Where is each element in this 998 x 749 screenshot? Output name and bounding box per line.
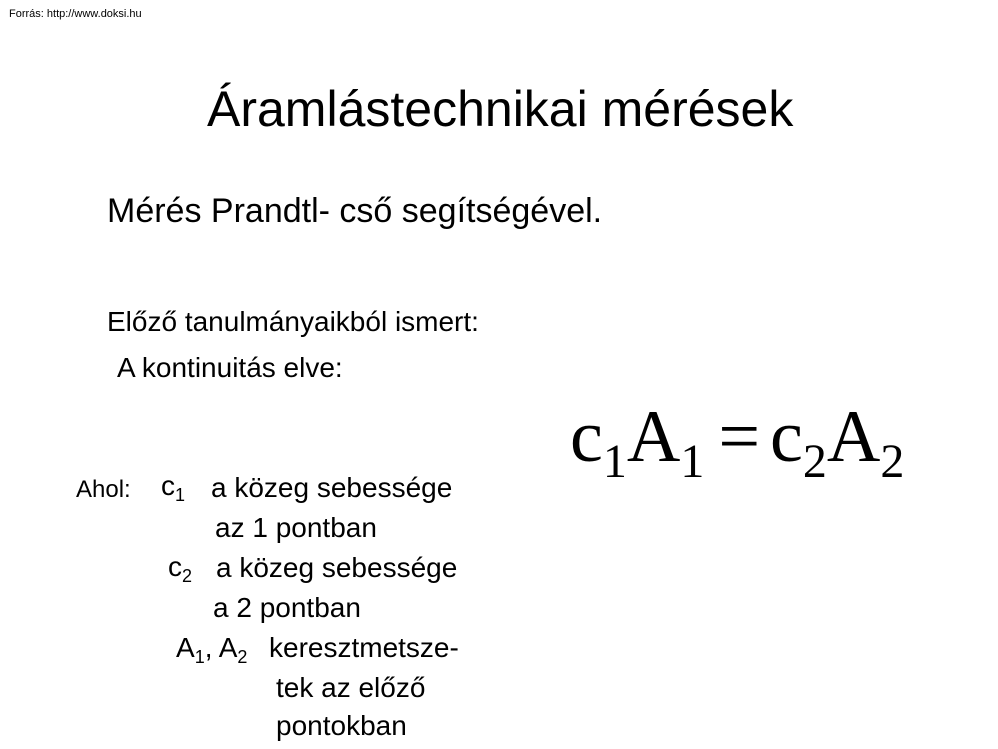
def-c2-letter: c xyxy=(168,551,182,582)
formula-a2-symbol: A xyxy=(826,396,881,478)
intro-line-2: A kontinuitás elve: xyxy=(117,352,343,383)
def-a-symbols xyxy=(176,632,248,667)
formula-a1-subscript: 1 xyxy=(680,435,705,488)
formula-c2-symbol: c xyxy=(770,396,803,478)
def-a2-letter: A xyxy=(218,632,238,663)
definitions-label: Ahol: xyxy=(76,476,131,503)
formula-a2-subscript: 2 xyxy=(880,435,905,488)
def-a-line-2: tek az előző xyxy=(276,672,426,703)
def-c1-subscript: 1 xyxy=(175,485,186,505)
def-a-line-3: pontokban xyxy=(276,710,407,741)
def-c1-letter: c xyxy=(161,470,175,501)
def-a-separator: , xyxy=(204,632,213,663)
def-a1-subscript: 1 xyxy=(194,647,205,667)
def-c1-symbol xyxy=(161,470,186,505)
formula-c2-subscript: 2 xyxy=(802,435,827,488)
continuity-equation xyxy=(570,396,905,488)
def-c2-line-2: a 2 pontban xyxy=(213,592,361,623)
def-c1-line-1: a közeg sebessége xyxy=(211,472,453,503)
def-a-line-1: keresztmetsze- xyxy=(269,632,459,663)
formula-equals-sign: = xyxy=(718,396,761,478)
def-c1-line-2: az 1 pontban xyxy=(215,512,377,543)
def-a2-subscript: 2 xyxy=(237,647,248,667)
subtitle: Mérés Prandtl- cső segítségével. xyxy=(107,192,603,230)
def-c2-symbol xyxy=(168,551,193,586)
formula-a1-symbol: A xyxy=(626,396,681,478)
formula-c1-symbol: c xyxy=(570,396,603,478)
intro-line-1: Előző tanulmányaikból ismert: xyxy=(107,306,479,337)
source-attribution: Forrás: http://www.doksi.hu xyxy=(9,8,142,20)
formula-c1-subscript: 1 xyxy=(602,435,627,488)
def-c2-line-1: a közeg sebessége xyxy=(216,552,458,583)
def-c2-subscript: 2 xyxy=(182,566,193,586)
page-title: Áramlástechnikai mérések xyxy=(207,81,794,137)
def-a1-letter: A xyxy=(176,632,195,663)
